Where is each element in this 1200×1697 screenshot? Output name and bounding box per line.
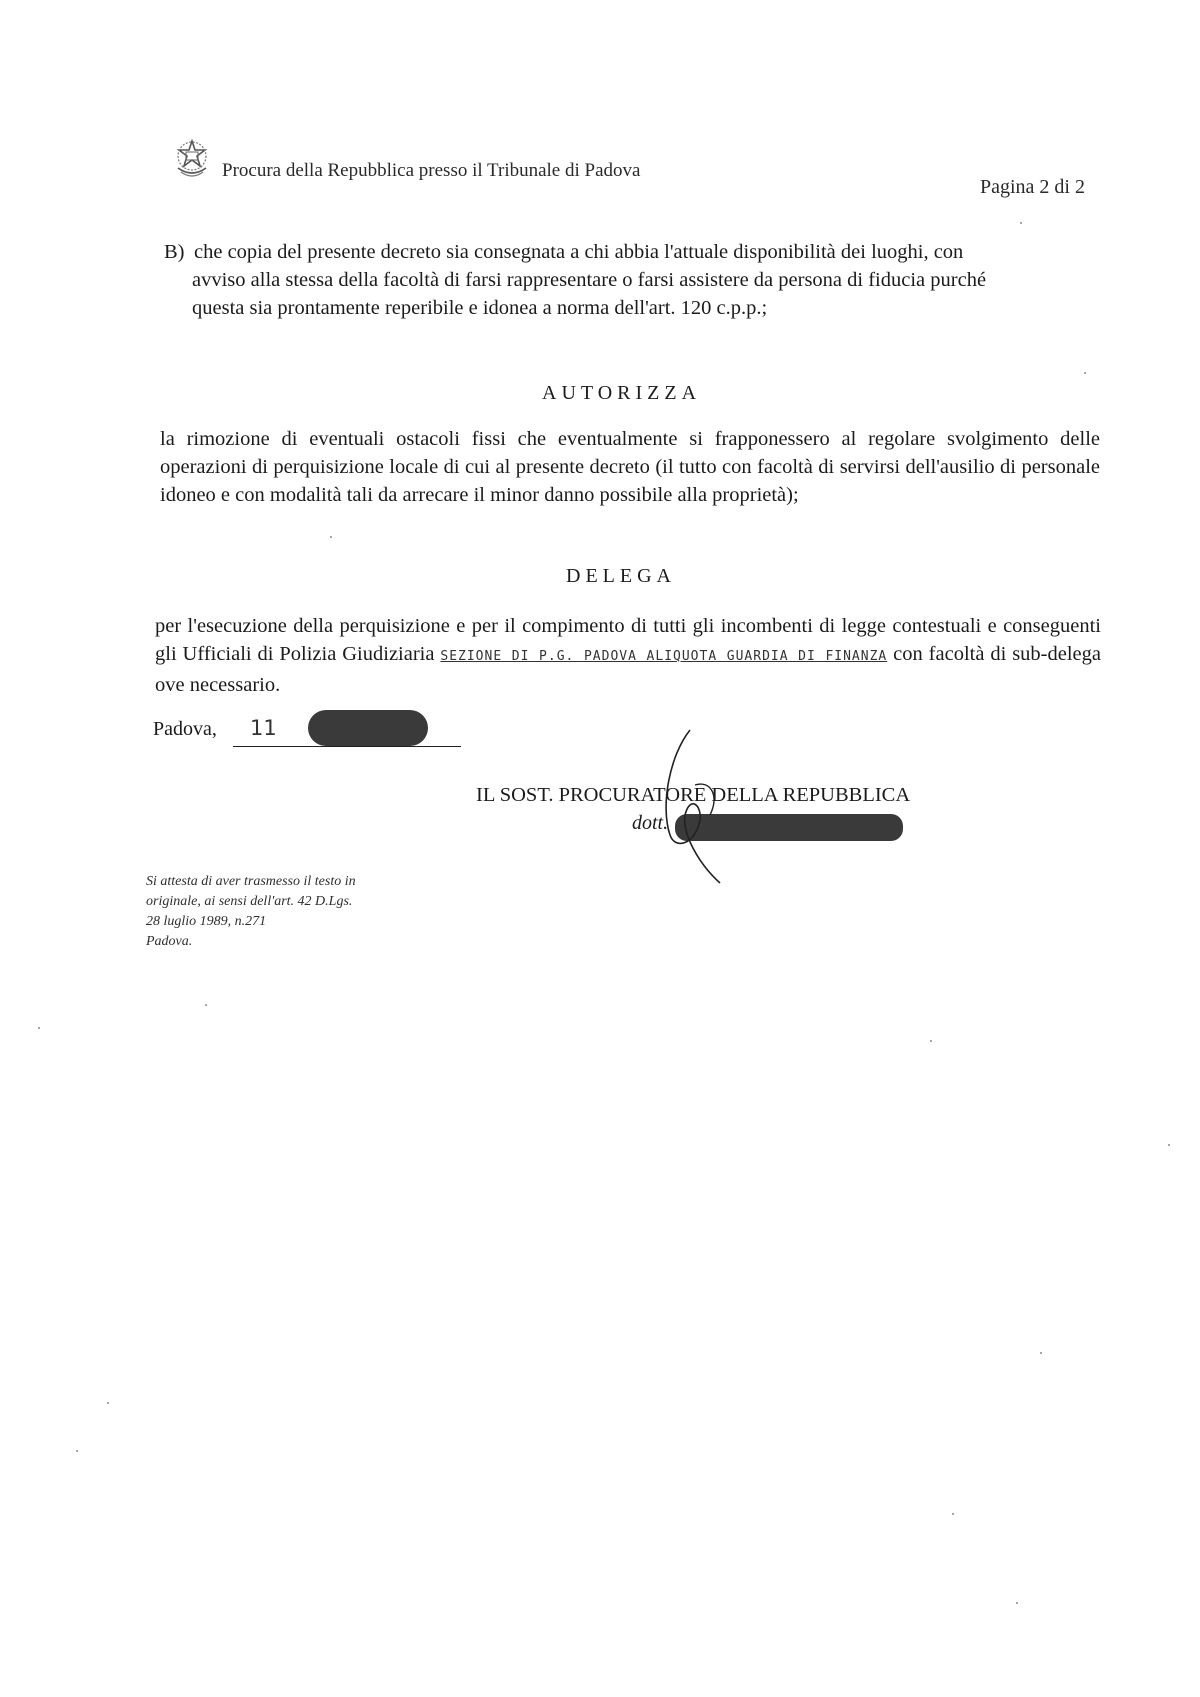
handwritten-date: 11 [250,716,277,740]
handwritten-unit: SEZIONE DI P.G. PADOVA ALIQUOTA GUARDIA DI FINANZA [440,649,888,664]
autorizza-paragraph: la rimozione di eventuali ostacoli fissi che eventualmente si frapponessero al regolare svolgimento delle operazioni di perquisizione locale di cui al presente decreto (il tutto con facoltà di servirsi dell'ausilio di personale idoneo e con modalità tali da arrecare il minor danno possibile alla proprietà); [160,428,1100,506]
scan-speck [930,1040,932,1042]
delega-heading: DELEGA [566,565,676,587]
scan-speck [952,1513,954,1515]
attestation-line: 28 luglio 1989, n.271 [146,914,267,929]
clause-b-line-2: avviso alla stessa della facoltà di farsi rappresentare o farsi assistere da persona di fiducia purché [192,269,987,291]
handwritten-signature [640,725,760,885]
place-label: Padova, [153,718,217,740]
signatory-prefix: dott. [632,812,669,834]
attestation-note [146,872,436,952]
page-number: Pagina 2 di 2 [980,176,1085,198]
date-line [233,746,461,747]
attestation-line: Padova. [146,934,193,949]
office-header: Procura della Repubblica presso il Tribunale di Padova [222,160,641,181]
scan-speck [38,1027,40,1029]
signatory-title: IL SOST. PROCURATORE DELLA REPUBBLICA [476,784,911,806]
scan-speck [1016,1602,1018,1604]
scan-speck [1084,372,1086,374]
scan-speck [1168,1144,1170,1146]
autorizza-heading: AUTORIZZA [542,382,702,404]
attestation-line: Si attesta di aver trasmesso il testo in [146,874,356,889]
scan-speck [205,1004,207,1006]
clause-b-paragraph [164,238,1102,322]
redacted-date [308,710,428,746]
delega-subdelega-text: con facoltà di sub-delega ove necessario. [155,643,1102,696]
clause-b-line-1: che copia del presente decreto sia consegnata a chi abbia l'attuale disponibilità dei luoghi, con [194,241,964,263]
scan-speck [330,536,332,538]
delega-text: per l'esecuzione della perquisizione e per il compimento di tutti gli incombenti di legge contestuali e conseguenti gli Ufficiali di Polizia Giudiziaria [155,615,1101,665]
scan-speck [107,1402,109,1404]
attestation-line: originale, ai sensi dell'art. 42 D.Lgs. [146,894,353,909]
italian-republic-emblem-icon [172,138,212,180]
clause-marker: B) [164,241,185,263]
delega-paragraph [155,612,1101,699]
scan-speck [76,1450,78,1452]
scan-speck [1040,1352,1042,1354]
scan-speck [1020,222,1022,224]
clause-b-line-3: questa sia prontamente reperibile e idonea a norma dell'art. 120 c.p.p.; [192,297,768,319]
